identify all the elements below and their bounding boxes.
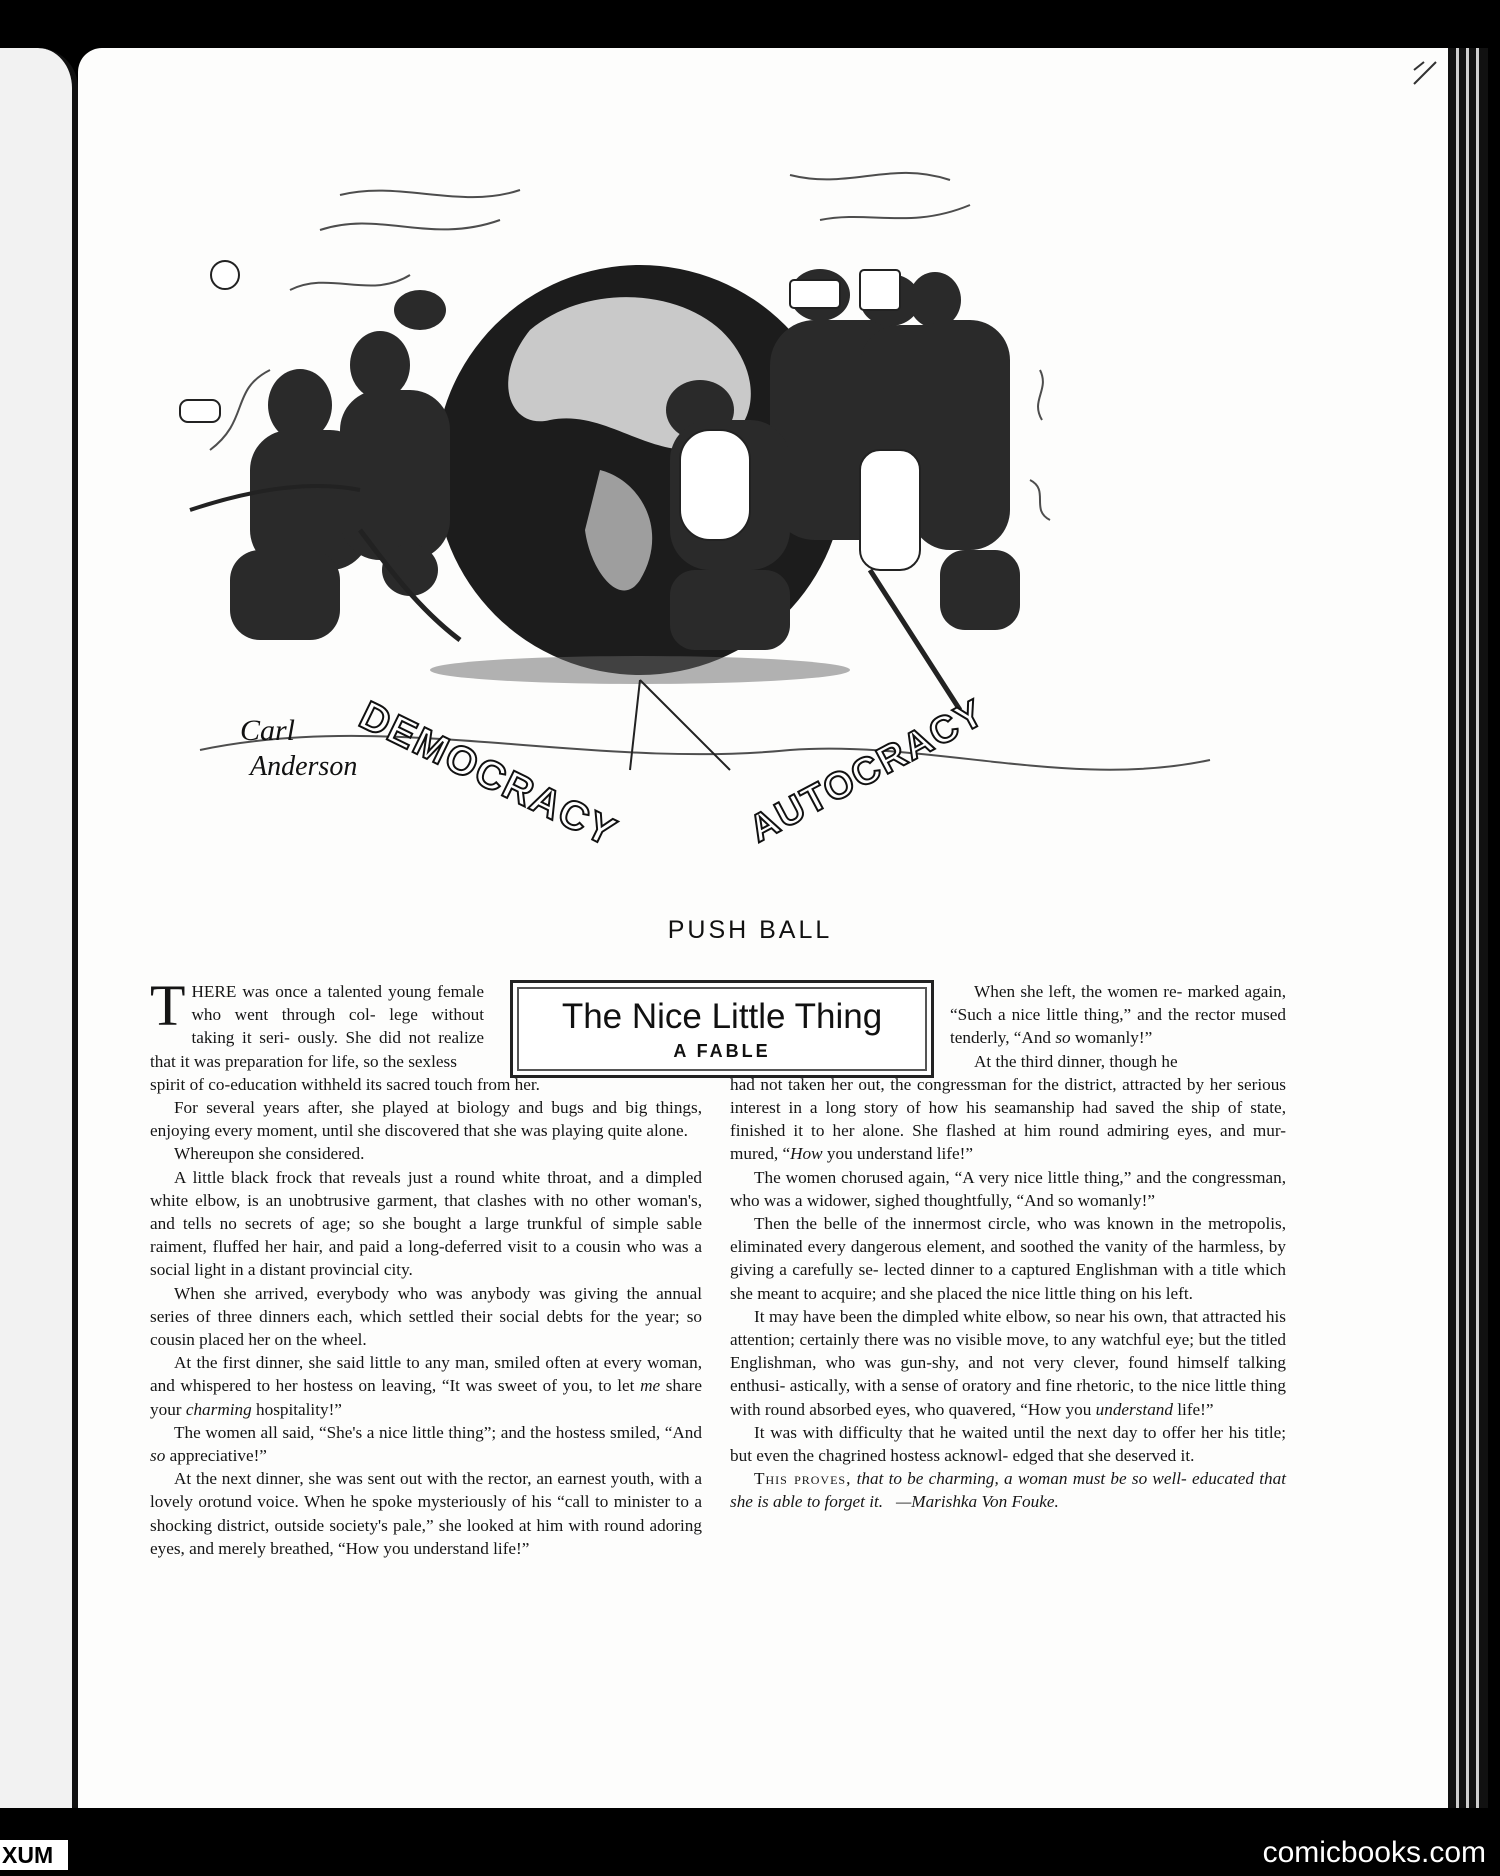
paragraph: For several years after, she played at biology and bugs and big things, enjoying every moment, until she discovered that she was playing quite alone. — [150, 1098, 702, 1141]
paragraph: At the next dinner, she was sent out with the rector, an earnest youth, with a lovely orotund voice. When he spoke mysteriously of his “call to minister to a shocking district, outside society's pale,” she looked at him with round adoring eyes, and merely breathed, “How you understand life!” — [150, 1469, 702, 1558]
article-right-column — [730, 980, 1286, 1514]
article-title: The Nice Little Thing — [561, 997, 883, 1036]
paragraph: Then the belle of the innermost circle, who was known in the metropolis, eliminated every dangerous element, and soothed the vanity of the harmless, by giving a carefully se- lected dinner to a captured Englishman with a title which she meant to acquire; and she placed the nice little thing on his left. — [730, 1214, 1286, 1303]
paragraph: When she arrived, everybody who was anybody was giving the annual series of three dinners each, which settled their social debts for the year; so cousin placed her on the wheel. — [150, 1283, 702, 1350]
paragraph: When she left, the women re- marked again, “Such a nice little thing,” and the rector mused tenderly, “And so womanly!” — [950, 982, 1286, 1048]
opening-paragraph: THERE was once a talented young female who went through col- lege without taking it seri- ously. She did not realize that it was preparation for life, so the sexless — [150, 973, 484, 1071]
article-left-column — [150, 973, 703, 1560]
author-credit: —Marishka Von Fouke. — [895, 1492, 1059, 1512]
paragraph: spirit of co-education withheld its sacred touch from her. — [150, 1074, 540, 1094]
paragraph: Whereupon she considered. — [174, 1144, 365, 1164]
paragraph: The women chorused again, “A very nice little thing,” and the congressman, who was a widower, sighed thoughtfully, “And so womanly!” — [730, 1167, 1286, 1210]
page-corner-mark — [1410, 58, 1440, 88]
cartoon-caption: PUSH BALL — [667, 916, 833, 944]
moral-paragraph: This proves, that to be charming, a woman must be so well- educated that she is able to forget it. —Marishka Von Fouke. — [730, 1469, 1286, 1512]
paragraph: had not taken her out, the congressman for the district, attracted by her serious interest in a long story of how his seamanship had saved the ship of state, finished it to her alone. She flashed at him round admiring eyes, and mur- mured, “How you understand life!” — [730, 1074, 1286, 1164]
paragraph: The women all said, “She's a nice little thing”; and the hostess smiled, “And so appreciative!” — [150, 1422, 702, 1466]
autocracy-label: AUTOCRACY — [742, 691, 993, 851]
paragraph: It may have been the dimpled white elbow, so near his own, that attracted his attention; certainly there was no visible move, to any watchful eye; but the titled Englishman, who was gun-shy, and not very clever, found himself talking enthusi- astically, with a sense of oratory and fine rhetoric, to the nice little thing with round absorbed eyes, who quavered, “How you understand life!” — [730, 1306, 1286, 1419]
paragraph: A little black frock that reveals just a round white throat, and a dimpled white elbow, is an unobtrusive garment, that clashes with no other woman's, and tells no secrets of age; so she bought a large trunkful of simple sable raiment, fluffed her hair, and paid a long-deferred visit to a cousin who was a social light in a distant provincial city. — [150, 1167, 702, 1280]
push-ball-cartoon — [170, 150, 1230, 910]
artist-signature-line1: Carl — [240, 714, 296, 747]
democracy-label: DEMOCRACY — [352, 693, 624, 856]
paragraph: It was with difficulty that he waited until the next day to offer her his title; but even the chagrined hostess acknowl- edged that she deserved it. — [730, 1422, 1286, 1466]
article-subtitle: A FABLE — [673, 1041, 771, 1061]
source-badge: XUM — [0, 1840, 68, 1870]
watermark-text: comicbooks.com — [1262, 1836, 1486, 1869]
paragraph-lead: At the third dinner, though he — [974, 1051, 1178, 1071]
artist-signature-line2: Anderson — [250, 751, 358, 782]
drop-cap: T — [150, 973, 186, 1038]
paragraph: At the first dinner, she said little to any man, smiled often at every woman, and whispered to her hostess on leaving, “It was sweet of you, to let me share your charming hospitality!” — [150, 1353, 703, 1419]
